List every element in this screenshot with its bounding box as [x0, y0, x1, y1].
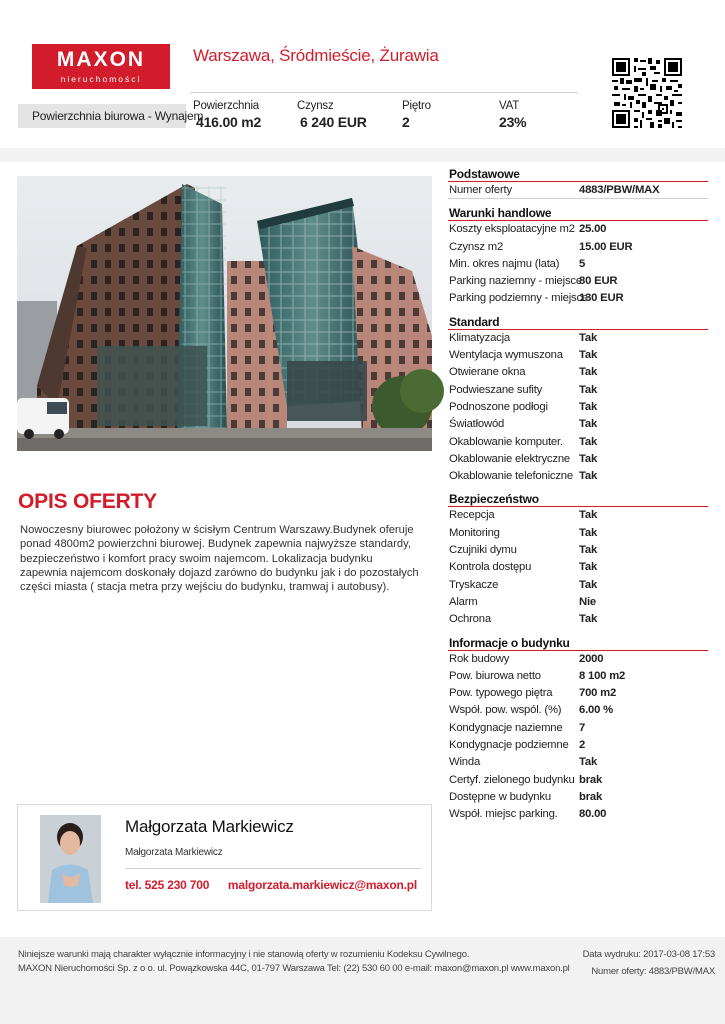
spec-label: Okablowanie telefoniczne [449, 470, 573, 483]
spec-label: Certyf. zielonego budynku [449, 773, 575, 786]
section-title: Warunki handlowe [448, 205, 708, 221]
spec-row [448, 221, 708, 238]
spec-label: Wentylacja wymuszona [449, 349, 563, 362]
stat-label: Piętro [402, 100, 431, 112]
stat-value: 23% [499, 114, 527, 130]
spec-label: Dostępne w budynku [449, 790, 551, 803]
spec-label: Kondygnacje podziemne [449, 739, 569, 752]
spec-label: Czynsz m2 [449, 240, 504, 253]
spec-label: Rok budowy [449, 652, 510, 665]
spec-label: Klimatyzacja [449, 331, 511, 344]
spec-value: Tak [579, 756, 598, 769]
spec-value: Tak [579, 526, 598, 539]
spec-value: Tak [579, 331, 598, 344]
section-title: Bezpieczeństwo [448, 491, 708, 507]
section-title: Podstawowe [448, 166, 708, 182]
spec-label: Koszty eksploatacyjne m2 [449, 223, 575, 236]
spec-value: 15.00 EUR [579, 240, 633, 253]
spec-label: Winda [449, 756, 481, 769]
page-header [0, 0, 725, 148]
agent-subtitle: Małgorzata Markiewicz [125, 847, 223, 858]
spec-row [448, 611, 708, 628]
spec-label: Pow. typowego piętra [449, 687, 553, 700]
spec-row [448, 399, 708, 416]
agent-phone-link[interactable]: tel. 525 230 700 [125, 878, 210, 892]
spec-value: 700 m2 [579, 687, 617, 700]
spec-value: 130 EUR [579, 292, 624, 305]
spec-label: Otwierane okna [449, 366, 526, 379]
offer-type-label: Powierzchnia biurowa - Wynajem [18, 104, 186, 128]
spec-value: Tak [579, 544, 598, 557]
spec-row [448, 256, 708, 273]
spec-label: Światłowód [449, 418, 505, 431]
spec-row [448, 806, 708, 823]
spec-value: Tak [579, 613, 598, 626]
spec-label: Recepcja [449, 509, 495, 522]
spec-label: Alarm [449, 595, 478, 608]
spec-row [448, 542, 708, 559]
spec-value: 80 EUR [579, 275, 618, 288]
footer-offer-number: Numer oferty: 4883/PBW/MAX [591, 966, 715, 977]
spec-row [448, 754, 708, 771]
spec-row [448, 382, 708, 399]
spec-label: Współ. pow. wspól. (%) [449, 704, 562, 717]
spec-row [448, 720, 708, 737]
stat-label: Powierzchnia [193, 100, 259, 112]
logo-wordmark: MAXON [56, 48, 146, 71]
spec-label: Podwieszane sufity [449, 383, 543, 396]
stat-rent [297, 100, 367, 130]
spec-row [448, 416, 708, 433]
spec-label: Numer oferty [449, 184, 512, 196]
spec-row [448, 577, 708, 594]
spec-value: Tak [579, 366, 598, 379]
stat-area [193, 100, 261, 130]
spec-label: Tryskacze [449, 578, 499, 591]
description-title: OPIS OFERTY [18, 490, 157, 513]
maxon-logo[interactable] [32, 44, 170, 89]
section-basic [448, 166, 708, 199]
description-text: Nowoczesny biurowec położony w ścisłym Centrum Warszawy.Budynek oferuje ponad 4800m2 powierzchni biurowej. Budynek zapewnia najwyższe standardy, bezpieczeństwo i komfort pracy swoim najemcom. Lokalizacja budynku zapewnia najemcom doskonały dojazd zarówno do budynku jak i do pozostałych części miasta ( stacja metra przy wejściu do budynku, tramwaj i autobusy). [20, 524, 419, 594]
spec-value: 2 [579, 739, 586, 752]
stat-floor [402, 100, 431, 130]
stat-value: 6 240 EUR [300, 114, 367, 130]
spec-value: 5 [579, 257, 586, 270]
spec-row [448, 651, 708, 668]
spec-row [448, 668, 708, 685]
spec-label: Pow. biurowa netto [449, 669, 541, 682]
spec-value: brak [579, 773, 603, 786]
spec-row [448, 364, 708, 381]
agent-card [17, 804, 432, 911]
section-commercial [448, 205, 708, 307]
section-title: Standard [448, 314, 708, 330]
spec-value: 6.00 % [579, 704, 613, 717]
spec-value: Tak [579, 578, 598, 591]
spec-value: 4883/PBW/MAX [579, 184, 660, 196]
spec-value: Tak [579, 349, 598, 362]
page-footer [0, 937, 725, 1024]
spec-value: Nie [579, 595, 596, 608]
agent-avatar [40, 815, 101, 903]
stat-label: VAT [499, 100, 520, 112]
spec-row [448, 507, 708, 524]
spec-row [448, 290, 708, 307]
spec-label: Okablowanie elektryczne [449, 452, 570, 465]
spec-label: Okablowanie komputer. [449, 435, 563, 448]
spec-value: Tak [579, 452, 598, 465]
spec-row [448, 451, 708, 468]
spec-row [448, 594, 708, 611]
agent-divider [125, 868, 421, 869]
spec-row [448, 330, 708, 347]
spec-value: 25.00 [579, 223, 607, 236]
spec-row [448, 468, 708, 485]
spec-value: 80.00 [579, 808, 607, 821]
spec-row [448, 789, 708, 806]
spec-row [448, 737, 708, 754]
spec-value: brak [579, 790, 603, 803]
spec-row [448, 434, 708, 451]
spec-row [448, 273, 708, 290]
spec-label: Kondygnacje naziemne [449, 721, 563, 734]
section-security [448, 491, 708, 628]
logo-tagline: nieruchomości [60, 74, 142, 84]
spec-value: Tak [579, 509, 598, 522]
agent-name: Małgorzata Markiewicz [125, 817, 294, 836]
spec-label: Kontrola dostępu [449, 561, 532, 574]
spec-row [448, 525, 708, 542]
header-band [0, 148, 725, 162]
spec-label: Min. okres najmu (lata) [449, 257, 560, 270]
spec-label: Monitoring [449, 526, 500, 539]
header-divider [190, 92, 578, 93]
footer-company-info: MAXON Nieruchomości Sp. z o o. ul. Powązkowska 44C, 01-797 Warszawa Tel: (22) 530 60 00 e-mail: maxon@maxon.pl www.maxon.pl [18, 963, 570, 974]
spec-value: Tak [579, 383, 598, 396]
spec-label: Czujniki dymu [449, 544, 517, 557]
qr-code-icon[interactable] [610, 56, 684, 130]
footer-disclaimer: Niniejsze warunki mają charakter wyłącznie informacyjny i nie stanowią oferty w rozumieniu Kodeksu Cywilnego. [18, 949, 470, 960]
footer-print-date: Data wydruku: 2017-03-08 17:53 [582, 949, 715, 960]
section-building-info [448, 635, 708, 824]
spec-value: 8 100 m2 [579, 669, 626, 682]
stat-vat [499, 100, 526, 130]
spec-row [448, 182, 708, 199]
spec-value: 7 [579, 721, 586, 734]
spec-value: Tak [579, 400, 598, 413]
spec-value: Tak [579, 435, 598, 448]
section-standard [448, 314, 708, 486]
spec-row [448, 239, 708, 256]
spec-row [448, 702, 708, 719]
spec-value: 2000 [579, 652, 604, 665]
agent-email-link[interactable]: malgorzata.markiewicz@maxon.pl [227, 878, 417, 892]
spec-row [448, 559, 708, 576]
spec-value: Tak [579, 561, 598, 574]
spec-row [448, 685, 708, 702]
stat-label: Czynsz [297, 100, 334, 112]
spec-label: Parking naziemny - miejsce [449, 275, 582, 288]
stat-value: 2 [402, 114, 410, 130]
stat-value: 416.00 m2 [196, 114, 262, 130]
spec-value: Tak [579, 470, 598, 483]
specification-table [448, 166, 708, 824]
spec-row [448, 347, 708, 364]
spec-label: Parking podziemny - miejsce [449, 292, 589, 305]
building-photo[interactable] [17, 176, 432, 451]
spec-label: Współ. miejsc parking. [449, 808, 558, 821]
spec-label: Ochrona [449, 613, 491, 626]
spec-value: Tak [579, 418, 598, 431]
spec-label: Podnoszone podłogi [449, 400, 548, 413]
section-title: Informacje o budynku [448, 635, 708, 651]
location-title: Warszawa, Śródmieście, Żurawia [193, 46, 439, 65]
spec-row [448, 772, 708, 789]
